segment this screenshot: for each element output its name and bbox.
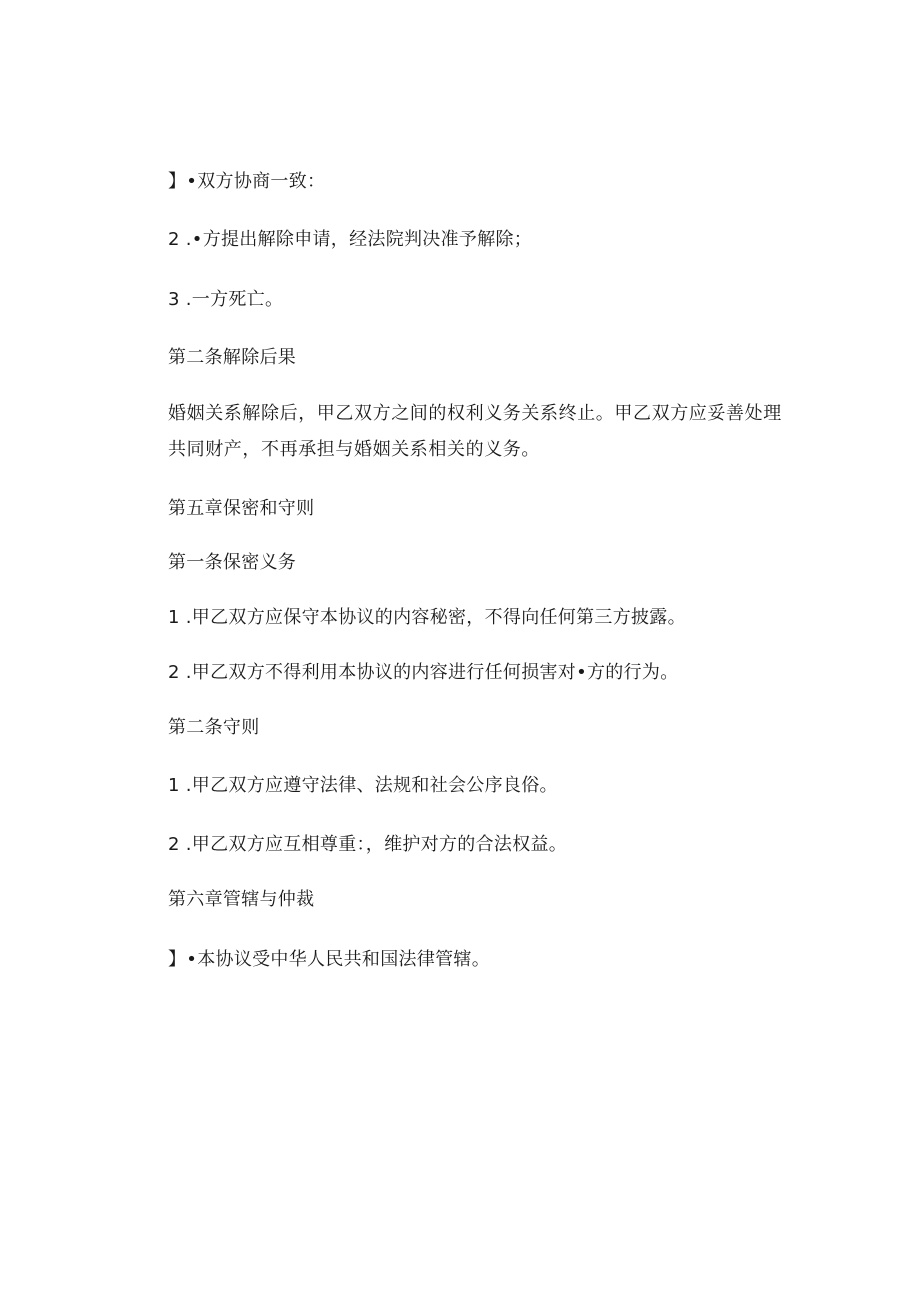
paragraph-dissolution-consequence: 婚姻关系解除后，甲乙双方之间的权利义务关系终止。甲乙双方应妥善处理共同财产，不再承担与婚姻关系相关的义务。 bbox=[168, 403, 782, 460]
article-heading-confidentiality-duty: 第一条保密义务 bbox=[168, 552, 297, 573]
clause-line-no-harm: 2 .甲乙双方不得利用本协议的内容进行任何损害对•方的行为。 bbox=[168, 662, 679, 683]
clause-line-mutual-respect: 2 .甲乙双方应互相尊重：，维护对方的合法权益。 bbox=[168, 834, 568, 855]
clause-line-mutual-agreement: 】•双方协商一致： bbox=[168, 171, 326, 192]
clause-line-obey-law: 1 .甲乙双方应遵守法律、法规和社会公序良俗。 bbox=[168, 775, 558, 796]
chapter-heading-jurisdiction: 第六章管辖与仲裁 bbox=[168, 889, 315, 910]
chapter-heading-confidentiality: 第五章保密和守则 bbox=[168, 498, 315, 519]
article-heading-rules: 第二条守则 bbox=[168, 717, 260, 738]
article-heading-dissolution-consequence: 第二条解除后果 bbox=[168, 347, 297, 368]
clause-line-court-dissolution: 2 .•方提出解除申请，经法院判决准予解除； bbox=[168, 229, 533, 250]
clause-line-keep-secret: 1 .甲乙双方应保守本协议的内容秘密，不得向任何第三方披露。 bbox=[168, 607, 686, 628]
clause-line-governing-law: 】•本协议受中华人民共和国法律管辖。 bbox=[168, 949, 491, 970]
clause-line-death: 3 .一方死亡。 bbox=[168, 289, 284, 310]
